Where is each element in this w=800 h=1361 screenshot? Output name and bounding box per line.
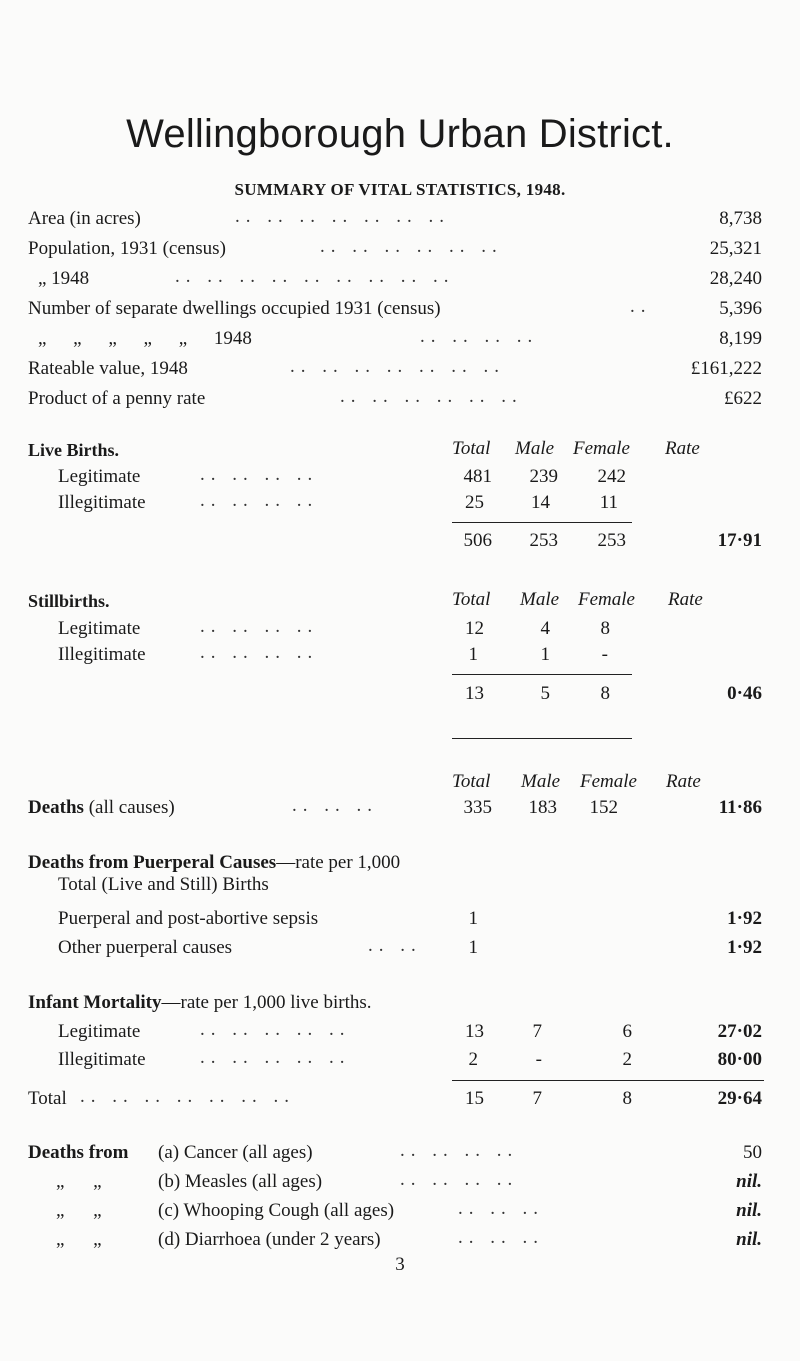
deaths-from-diarrhoea-value: nil. — [736, 1229, 762, 1250]
population-1948-label: „ 1948 — [38, 268, 90, 289]
col-header-rate: Rate — [665, 438, 700, 459]
leader-dots: .. .. .. .. .. .. .. .. .. — [175, 266, 455, 287]
infant-total-female: 8 — [622, 1088, 632, 1109]
col-header-female: Female — [580, 771, 637, 792]
stillbirths-illegitimate-female: - — [601, 644, 608, 665]
leader-dots: .. .. .. .. .. .. .. — [290, 356, 505, 377]
puerperal-heading — [28, 852, 400, 874]
deaths-from-measles-label: (b) Measles (all ages) — [158, 1171, 323, 1192]
deaths-from-cancer-value: 50 — [743, 1142, 762, 1163]
puerperal-sepsis-total: 1 — [468, 908, 478, 929]
live-births-illegitimate-total: 25 — [465, 492, 484, 513]
rateable-value-value: £161,222 — [690, 358, 762, 379]
leader-dots: .. .. .. .. .. — [200, 1019, 351, 1040]
infant-total-male: 7 — [532, 1088, 542, 1109]
leader-dots: .. .. .. .. .. — [200, 1047, 351, 1068]
infant-illegitimate-rate: 80·00 — [717, 1049, 762, 1070]
ditto-marks: „ „ — [56, 1229, 102, 1250]
infant-illegitimate-male: - — [535, 1049, 542, 1070]
leader-dots: .. .. .. .. — [200, 464, 319, 485]
penny-rate-value: £622 — [724, 388, 762, 409]
deaths-from-whooping-cough-label: (c) Whooping Cough (all ages) — [158, 1200, 395, 1221]
infant-legitimate-female: 6 — [622, 1021, 632, 1042]
area-value: 8,738 — [719, 208, 762, 229]
infant-mortality-heading — [28, 992, 372, 1014]
live-births-sum-male: 253 — [529, 530, 558, 551]
col-header-total: Total — [452, 771, 491, 792]
leader-dots: .. .. .. .. .. .. .. — [80, 1086, 295, 1107]
leader-dots: .. .. .. .. — [200, 642, 319, 663]
dwellings-1948-value: 8,199 — [719, 328, 762, 349]
leader-dots: .. — [630, 296, 652, 317]
stillbirths-illegitimate-male: 1 — [540, 644, 550, 665]
deaths-female: 152 — [589, 797, 618, 818]
infant-illegitimate-female: 2 — [622, 1049, 632, 1070]
stillbirths-illegitimate-label: Illegitimate — [58, 644, 146, 665]
col-header-male: Male — [515, 438, 555, 459]
leader-dots: .. .. .. .. — [200, 616, 319, 637]
infant-illegitimate-total: 2 — [468, 1049, 478, 1070]
dwellings-1931-value: 5,396 — [719, 298, 762, 319]
deaths-total: 335 — [463, 797, 492, 818]
sum-rule — [452, 674, 632, 675]
live-births-heading: Live Births. — [28, 440, 120, 460]
stillbirths-legitimate-male: 4 — [540, 618, 550, 639]
live-births-illegitimate-female: 11 — [599, 492, 618, 513]
infant-legitimate-label: Legitimate — [58, 1021, 141, 1042]
live-births-legitimate-total: 481 — [463, 466, 492, 487]
leader-dots: .. .. .. .. .. .. .. — [235, 206, 450, 227]
stillbirths-illegitimate-total: 1 — [468, 644, 478, 665]
ditto-marks: „ „ — [56, 1171, 102, 1192]
puerperal-sepsis-label: Puerperal and post-abortive sepsis — [58, 908, 319, 929]
other-puerperal-rate: 1·92 — [727, 937, 762, 958]
page-subtitle: SUMMARY OF VITAL STATISTICS, 1948. — [234, 180, 566, 199]
leader-dots: .. .. .. .. .. .. — [340, 386, 523, 407]
live-births-legitimate-female: 242 — [597, 466, 626, 487]
col-header-female: Female — [573, 438, 630, 459]
col-header-female: Female — [578, 589, 635, 610]
deaths-label-rest: (all causes) — [88, 797, 175, 818]
stillbirths-legitimate-female: 8 — [600, 618, 610, 639]
page-number: 3 — [395, 1254, 405, 1275]
stillbirths-legitimate-label: Legitimate — [58, 618, 141, 639]
infant-total-rate: 29·64 — [717, 1088, 762, 1109]
dwellings-1931-label: Number of separate dwellings occupied 1931 (census) — [28, 298, 441, 319]
stillbirths-heading: Stillbirths. — [28, 591, 110, 611]
infant-legitimate-rate: 27·02 — [717, 1021, 762, 1042]
live-births-sum-total: 506 — [463, 530, 492, 551]
col-header-rate: Rate — [666, 771, 701, 792]
infant-mortality-heading-bold: Infant Mortality — [28, 992, 162, 1013]
ditto-marks: „ „ — [56, 1200, 102, 1221]
leader-dots: .. .. .. — [292, 795, 378, 816]
leader-dots: .. .. .. .. .. .. — [320, 236, 503, 257]
dwellings-1948-label: „ „ „ „ „ 1948 — [38, 328, 252, 349]
population-1948-value: 28,240 — [709, 268, 762, 289]
leader-dots: .. .. .. .. — [400, 1140, 519, 1161]
sum-rule — [452, 522, 632, 523]
infant-legitimate-total: 13 — [465, 1021, 484, 1042]
deaths-from-whooping-cough-value: nil. — [736, 1200, 762, 1221]
deaths-from-measles-value: nil. — [736, 1171, 762, 1192]
infant-mortality-heading-rest: —rate per 1,000 live births. — [161, 992, 372, 1013]
col-header-male: Male — [520, 589, 560, 610]
leader-dots: .. .. .. .. — [420, 326, 539, 347]
puerperal-heading-rest: —rate per 1,000 — [276, 852, 401, 873]
puerperal-heading-line2: Total (Live and Still) Births — [58, 874, 269, 895]
puerperal-heading-bold: Deaths from Puerperal Causes — [28, 852, 277, 873]
rateable-value-label: Rateable value, 1948 — [28, 358, 188, 379]
stillbirths-rate: 0·46 — [727, 683, 762, 704]
deaths-label-bold: Deaths — [28, 797, 84, 818]
col-header-total: Total — [452, 589, 491, 610]
population-1931-label: Population, 1931 (census) — [28, 238, 226, 259]
stillbirths-sum-female: 8 — [600, 683, 610, 704]
deaths-male: 183 — [528, 797, 557, 818]
deaths-from-prefix: Deaths from — [28, 1142, 129, 1163]
deaths-from-diarrhoea-label: (d) Diarrhoea (under 2 years) — [158, 1229, 381, 1250]
infant-illegitimate-label: Illegitimate — [58, 1049, 146, 1070]
stillbirths-sum-male: 5 — [540, 683, 550, 704]
leader-dots: .. .. — [368, 935, 422, 956]
live-births-sum-female: 253 — [597, 530, 626, 551]
sum-rule — [452, 1080, 764, 1081]
leader-dots: .. .. .. .. — [200, 490, 319, 511]
stillbirths-legitimate-total: 12 — [465, 618, 484, 639]
penny-rate-label: Product of a penny rate — [28, 388, 206, 409]
section-rule — [452, 738, 632, 739]
live-births-rate: 17·91 — [717, 530, 762, 551]
live-births-legitimate-male: 239 — [529, 466, 558, 487]
other-puerperal-label: Other puerperal causes — [58, 937, 233, 958]
leader-dots: .. .. .. .. — [400, 1169, 519, 1190]
live-births-illegitimate-label: Illegitimate — [58, 492, 146, 513]
other-puerperal-total: 1 — [468, 937, 478, 958]
area-label: Area (in acres) — [28, 208, 141, 229]
page-title: Wellingborough Urban District. — [126, 112, 674, 156]
deaths-all-causes-label — [28, 797, 175, 819]
infant-total-total: 15 — [465, 1088, 484, 1109]
infant-legitimate-male: 7 — [532, 1021, 542, 1042]
puerperal-sepsis-rate: 1·92 — [727, 908, 762, 929]
live-births-illegitimate-male: 14 — [531, 492, 550, 513]
col-header-total: Total — [452, 438, 491, 459]
col-header-male: Male — [521, 771, 561, 792]
population-1931-value: 25,321 — [709, 238, 762, 259]
leader-dots: .. .. .. — [458, 1198, 544, 1219]
stillbirths-sum-total: 13 — [465, 683, 484, 704]
infant-total-label: Total — [28, 1088, 67, 1109]
leader-dots: .. .. .. — [458, 1227, 544, 1248]
live-births-legitimate-label: Legitimate — [58, 466, 141, 487]
deaths-rate: 11·86 — [718, 797, 762, 818]
col-header-rate: Rate — [668, 589, 703, 610]
deaths-from-cancer-label: (a) Cancer (all ages) — [158, 1142, 313, 1163]
